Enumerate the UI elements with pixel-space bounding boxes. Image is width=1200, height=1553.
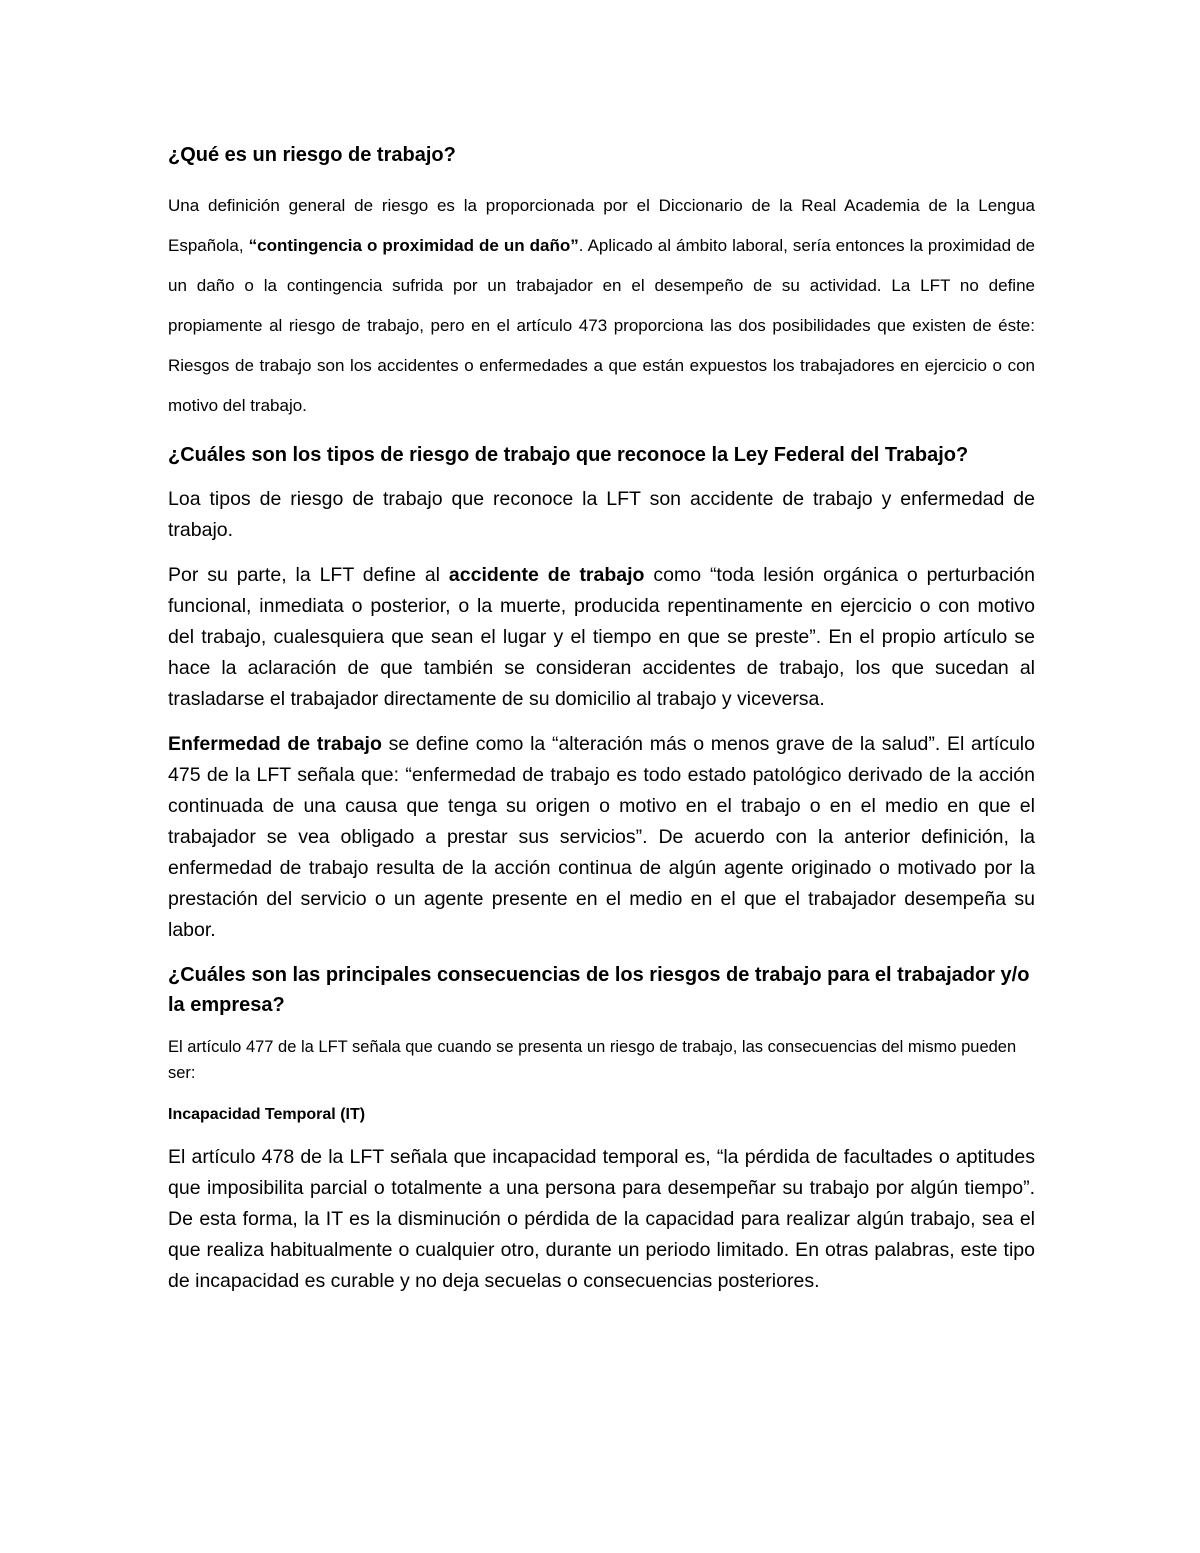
- paragraph-temporary-incapacity: El artículo 478 de la LFT señala que incapacidad temporal es, “la pérdida de facultades o aptitudes que imposibilita parcial o totalmente a una persona para desempeñar su trabajo por algún tiempo”. De esta forma, la IT es la disminución o pérdida de la capacidad para realizar algún trabajo, sea el que realiza habitualmente o cualquier otro, durante un periodo limitado. En otras palabras, este tipo de incapacidad es curable y no deja secuelas o consecuencias posteriores.: [168, 1146, 1035, 1292]
- paragraph-work-accident: [168, 560, 1035, 715]
- heading-risk-types: ¿Cuáles son los tipos de riesgo de trabajo que reconoce la Ley Federal del Trabajo?: [168, 444, 969, 466]
- paragraph-article-477: El artículo 477 de la LFT señala que cuando se presenta un riesgo de trabajo, las consecuencias del mismo pueden ser:: [168, 1038, 1017, 1082]
- heading-temporary-incapacity: Incapacidad Temporal (IT): [168, 1106, 366, 1123]
- text-segment: como “toda lesión orgánica o perturbación funcional, inmediata o posterior, o la muerte, producida repentinamente en ejercicio o con motivo del trabajo, cualesquiera que sean el lugar y el tiempo en que se preste”. En el propio artículo se hace la aclaración de que también se consideran accidentes de trabajo, los que sucedan al trasladarse el trabajador directamente de su domicilio al trabajo y viceversa.: [168, 564, 1035, 710]
- bold-quote: “contingencia o proximidad de un daño”: [248, 236, 579, 255]
- text-segment: Una definición general de riesgo es la proporcionada por el Diccionario de la Real Academia de la Lengua Española,: [168, 196, 1035, 255]
- paragraph-work-illness: [168, 729, 1035, 946]
- paragraph-risk-types: Loa tipos de riesgo de trabajo que reconoce la LFT son accidente de trabajo y enfermedad de trabajo.: [168, 488, 1035, 541]
- bold-term-accident: accidente de trabajo: [448, 564, 645, 586]
- heading-consequences: ¿Cuáles son las principales consecuencias de los riesgos de trabajo para el trabajador y/o la empresa?: [168, 964, 1030, 1016]
- paragraph-risk-definition: [168, 186, 1035, 426]
- text-segment: Por su parte, la LFT define al: [168, 564, 449, 586]
- bold-term-illness: Enfermedad de trabajo: [168, 733, 382, 755]
- heading-what-is-work-risk: ¿Qué es un riesgo de trabajo?: [168, 144, 456, 166]
- text-segment: . Aplicado al ámbito laboral, sería entonces la proximidad de un daño o la contingencia sufrida por un trabajador en el desempeño de su actividad. La LFT no define propiamente al riesgo de trabajo, pero en el artículo 473 proporciona las dos posibilidades que existen de éste: Riesgos de trabajo son los accidentes o enfermedades a que están expuestos los trabajadores en ejercicio o con motivo del trabajo.: [168, 236, 1035, 415]
- text-segment: se define como la “alteración más o menos grave de la salud”. El artículo 475 de la LFT señala que: “enfermedad de trabajo es todo estado patológico derivado de la acción continuada de una causa que tenga su origen o motivo en el trabajo o en el medio en que el trabajador se vea obligado a prestar sus servicios”. De acuerdo con la anterior definición, la enfermedad de trabajo resulta de la acción continua de algún agente originado o motivado por la prestación del servicio o un agente presente en el medio en el que el trabajador desempeña su labor.: [168, 733, 1035, 941]
